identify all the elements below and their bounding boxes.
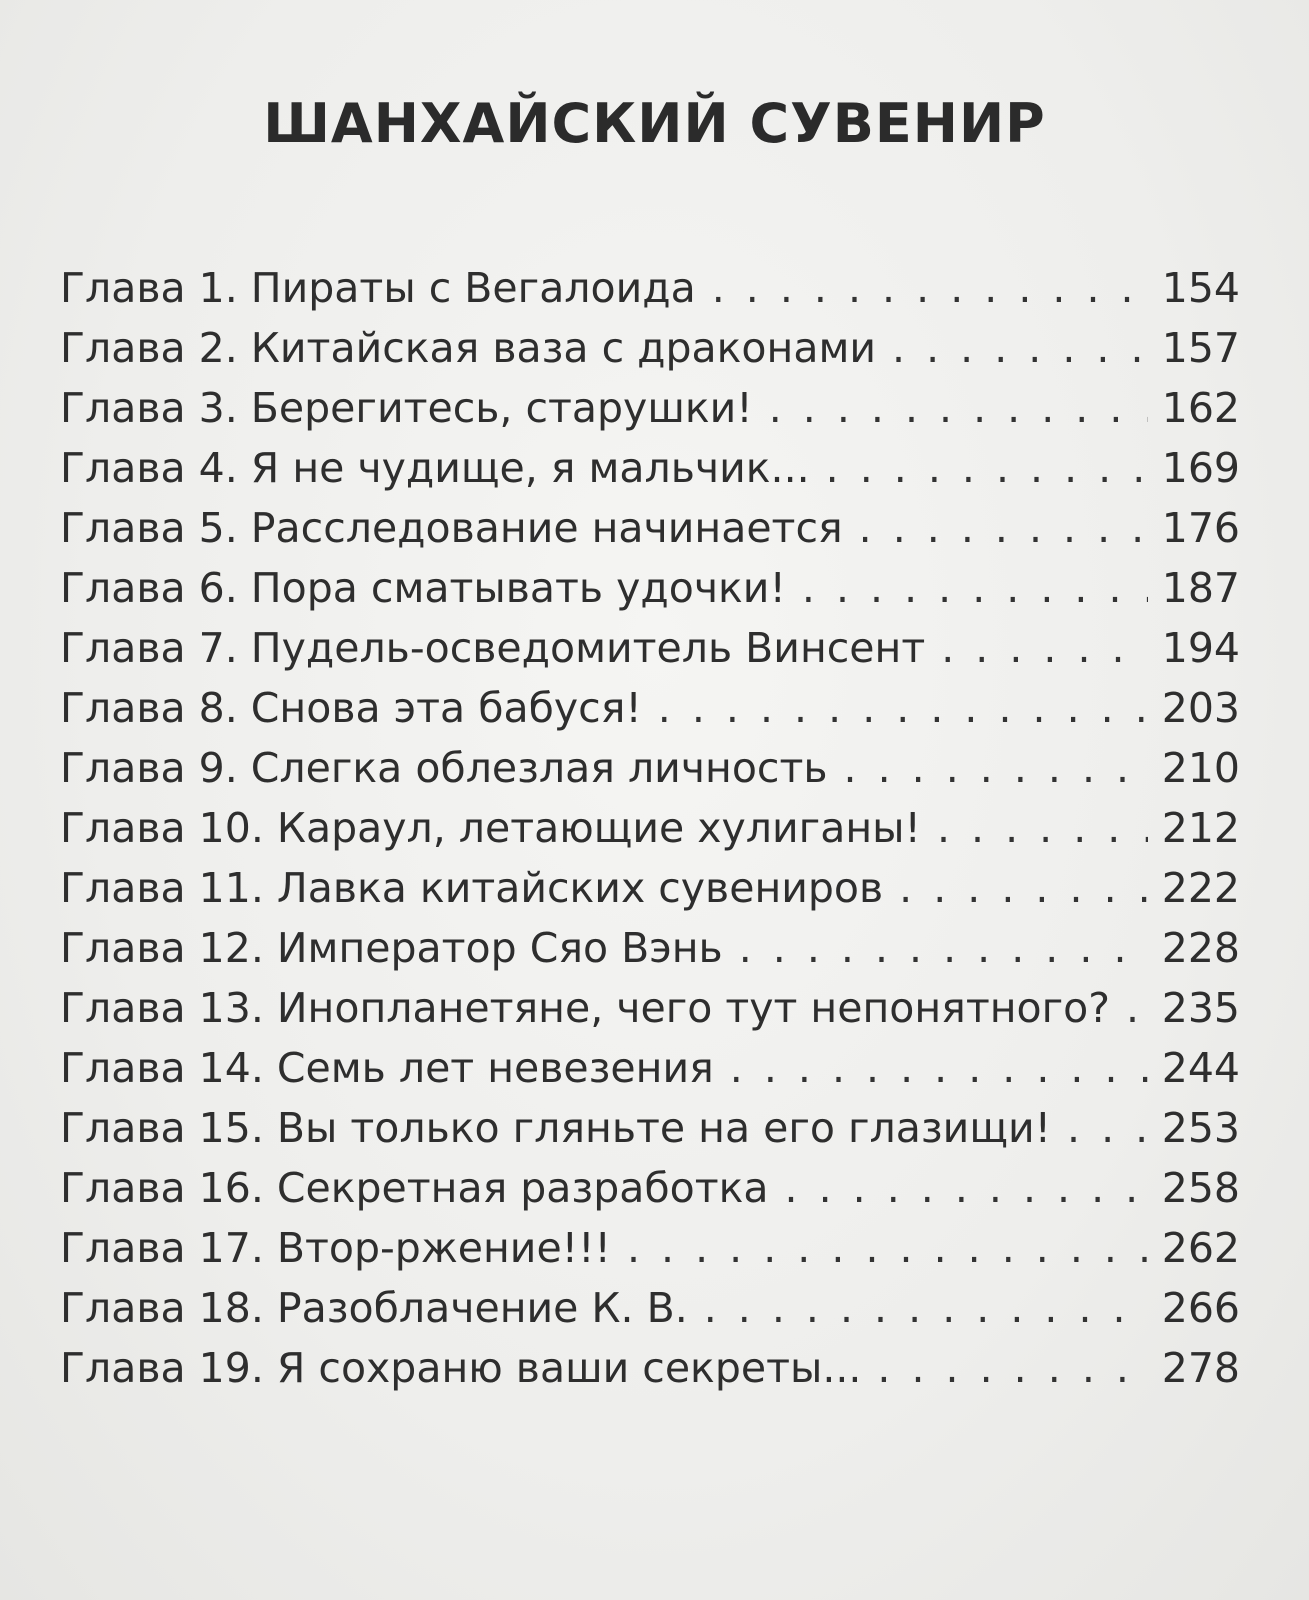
dot-leader [627, 1218, 1148, 1278]
page-number: 222 [1161, 864, 1240, 912]
chapter-title: Глава 16. Секретная разработка [60, 1164, 769, 1212]
chapter-title: Глава 12. Император Сяо Вэнь [60, 924, 723, 972]
toc-entry [60, 1158, 1240, 1218]
toc-entry [60, 498, 1240, 558]
page-number: 253 [1161, 1104, 1240, 1152]
page-number: 212 [1161, 804, 1240, 852]
chapter-title: Глава 19. Я сохраню ваши секреты... [60, 1344, 862, 1392]
page-number: 157 [1161, 324, 1240, 372]
dot-leader [859, 498, 1148, 558]
toc-entry [60, 678, 1240, 738]
chapter-title: Глава 10. Караул, летающие хулиганы! [60, 804, 921, 852]
dot-leader [704, 1278, 1148, 1338]
chapter-title: Глава 4. Я не чудище, я мальчик... [60, 444, 810, 492]
chapter-title: Глава 7. Пудель-осведомитель Винсент [60, 624, 926, 672]
dot-leader [802, 558, 1148, 618]
dot-leader [937, 798, 1148, 858]
page-number: 169 [1161, 444, 1240, 492]
chapter-title: Глава 11. Лавка китайских сувениров [60, 864, 884, 912]
page-number: 154 [1161, 264, 1240, 312]
toc-entry [60, 978, 1240, 1038]
chapter-title: Глава 9. Слегка облезлая личность [60, 744, 828, 792]
page-number: 235 [1161, 984, 1240, 1032]
chapter-title: Глава 18. Разоблачение К. В. [60, 1284, 688, 1332]
chapter-title: Глава 3. Берегитесь, старушки! [60, 384, 753, 432]
page-number: 258 [1161, 1164, 1240, 1212]
toc-entry [60, 798, 1240, 858]
toc-entry [60, 1278, 1240, 1338]
chapter-title: Глава 2. Китайская ваза с драконами [60, 324, 877, 372]
toc-entry [60, 738, 1240, 798]
dot-leader [769, 378, 1148, 438]
page-number: 210 [1161, 744, 1240, 792]
dot-leader [826, 438, 1148, 498]
page-number: 162 [1161, 384, 1240, 432]
toc-entry [60, 558, 1240, 618]
dot-leader [892, 318, 1148, 378]
page-number: 203 [1161, 684, 1240, 732]
toc-entry [60, 1038, 1240, 1098]
page-number: 194 [1161, 624, 1240, 672]
chapter-title: Глава 6. Пора сматывать удочки! [60, 564, 786, 612]
dot-leader [658, 678, 1148, 738]
toc-entry [60, 318, 1240, 378]
dot-leader [730, 1038, 1148, 1098]
dot-leader [1067, 1098, 1148, 1158]
page-number: 278 [1161, 1344, 1240, 1392]
toc-entry [60, 258, 1240, 318]
chapter-title: Глава 13. Инопланетяне, чего тут непонятного? [60, 984, 1110, 1032]
chapter-title: Глава 14. Семь лет невезения [60, 1044, 714, 1092]
page-number: 244 [1161, 1044, 1240, 1092]
toc-entry [60, 918, 1240, 978]
chapter-title: Глава 5. Расследование начинается [60, 504, 843, 552]
chapter-title: Глава 17. Втор-ржение!!! [60, 1224, 611, 1272]
dot-leader [785, 1158, 1148, 1218]
table-of-contents [60, 258, 1240, 1398]
dot-leader [877, 1338, 1147, 1398]
toc-entry [60, 1218, 1240, 1278]
page-number: 176 [1161, 504, 1240, 552]
toc-entry [60, 438, 1240, 498]
chapter-title: Глава 8. Снова эта бабуся! [60, 684, 642, 732]
dot-leader [739, 918, 1148, 978]
toc-entry [60, 618, 1240, 678]
dot-leader [844, 738, 1148, 798]
toc-entry [60, 1338, 1240, 1398]
toc-entry [60, 858, 1240, 918]
dot-leader [941, 618, 1148, 678]
page-number: 262 [1161, 1224, 1240, 1272]
dot-leader [1126, 978, 1148, 1038]
dot-leader [712, 258, 1148, 318]
chapter-title: Глава 15. Вы только гляньте на его глазищи! [60, 1104, 1052, 1152]
toc-entry [60, 1098, 1240, 1158]
toc-entry [60, 378, 1240, 438]
dot-leader [899, 858, 1148, 918]
section-title: ШАНХАЙСКИЙ СУВЕНИР [263, 92, 1046, 155]
page-number: 228 [1161, 924, 1240, 972]
page-number: 266 [1161, 1284, 1240, 1332]
chapter-title: Глава 1. Пираты с Вегалоида [60, 264, 696, 312]
page-number: 187 [1161, 564, 1240, 612]
